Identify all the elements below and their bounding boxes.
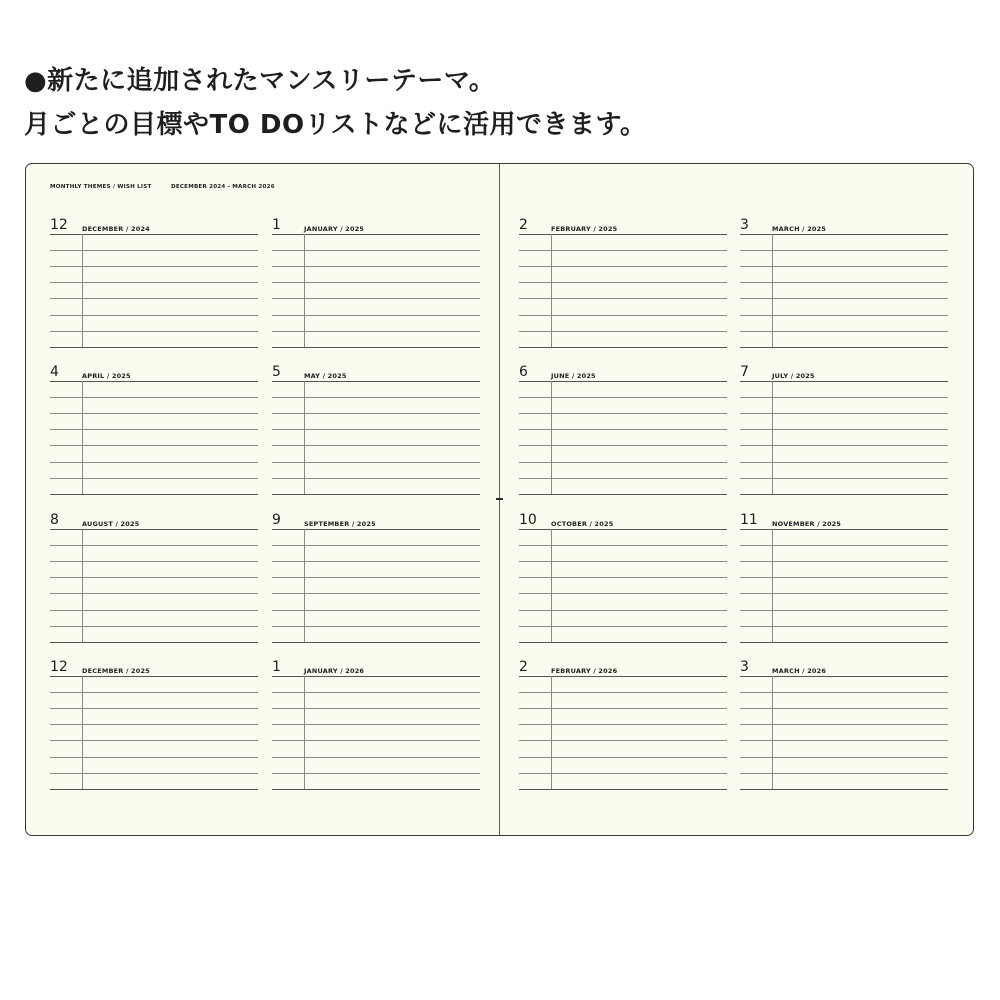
month-label: JUNE / 2025 xyxy=(551,372,596,380)
month-block xyxy=(740,659,950,789)
margin-line xyxy=(551,676,552,789)
margin-line xyxy=(551,529,552,642)
month-block xyxy=(50,659,260,789)
month-label: DECEMBER / 2025 xyxy=(82,667,150,675)
month-block xyxy=(740,217,950,347)
margin-line xyxy=(772,381,773,494)
month-number: 9 xyxy=(272,512,281,528)
month-number: 2 xyxy=(519,217,528,233)
margin-line xyxy=(551,234,552,347)
month-number: 10 xyxy=(519,512,537,528)
month-label: MARCH / 2025 xyxy=(772,225,827,233)
margin-line xyxy=(551,381,552,494)
month-number: 6 xyxy=(519,364,528,380)
month-label: OCTOBER / 2025 xyxy=(551,520,614,528)
month-label: SEPTEMBER / 2025 xyxy=(304,520,376,528)
margin-line xyxy=(304,381,305,494)
month-label: FEBRUARY / 2025 xyxy=(551,225,618,233)
month-label: DECEMBER / 2024 xyxy=(82,225,150,233)
month-label: MAY / 2025 xyxy=(304,372,347,380)
month-label: MARCH / 2026 xyxy=(772,667,827,675)
month-label: JANUARY / 2026 xyxy=(304,667,365,675)
month-label: JANUARY / 2025 xyxy=(304,225,365,233)
header-date-range: DECEMBER 2024 - MARCH 2026 xyxy=(171,184,275,190)
month-block xyxy=(50,364,260,494)
month-block xyxy=(519,364,729,494)
margin-line xyxy=(82,381,83,494)
margin-line xyxy=(304,529,305,642)
margin-line xyxy=(82,234,83,347)
month-block xyxy=(740,512,950,642)
month-number: 1 xyxy=(272,217,281,233)
month-block xyxy=(50,217,260,347)
month-number: 4 xyxy=(50,364,59,380)
month-label: NOVEMBER / 2025 xyxy=(772,520,842,528)
spine-mark xyxy=(496,498,503,500)
month-block xyxy=(272,659,482,789)
month-number: 3 xyxy=(740,217,749,233)
month-number: 12 xyxy=(50,217,68,233)
month-number: 1 xyxy=(272,659,281,675)
margin-line xyxy=(82,529,83,642)
spine-divider xyxy=(499,164,500,835)
month-label: FEBRUARY / 2026 xyxy=(551,667,618,675)
month-number: 12 xyxy=(50,659,68,675)
planner-spread xyxy=(25,163,974,836)
month-number: 11 xyxy=(740,512,758,528)
header-title: MONTHLY THEMES / WISH LIST xyxy=(50,184,152,190)
month-number: 8 xyxy=(50,512,59,528)
month-block xyxy=(519,217,729,347)
caption-line-1: ●新たに追加されたマンスリーテーマ。 xyxy=(24,66,496,96)
margin-line xyxy=(772,676,773,789)
month-number: 2 xyxy=(519,659,528,675)
margin-line xyxy=(772,529,773,642)
margin-line xyxy=(772,234,773,347)
month-number: 3 xyxy=(740,659,749,675)
margin-line xyxy=(304,234,305,347)
month-block xyxy=(272,512,482,642)
month-block xyxy=(50,512,260,642)
month-block xyxy=(272,217,482,347)
margin-line xyxy=(304,676,305,789)
month-block xyxy=(519,512,729,642)
month-block xyxy=(519,659,729,789)
month-number: 7 xyxy=(740,364,749,380)
month-block xyxy=(272,364,482,494)
month-block xyxy=(740,364,950,494)
month-label: JULY / 2025 xyxy=(772,372,815,380)
month-number: 5 xyxy=(272,364,281,380)
month-label: AUGUST / 2025 xyxy=(82,520,140,528)
caption-line-2: 月ごとの目標やTO DOリストなどに活用できます。 xyxy=(24,110,647,140)
month-label: APRIL / 2025 xyxy=(82,372,131,380)
margin-line xyxy=(82,676,83,789)
